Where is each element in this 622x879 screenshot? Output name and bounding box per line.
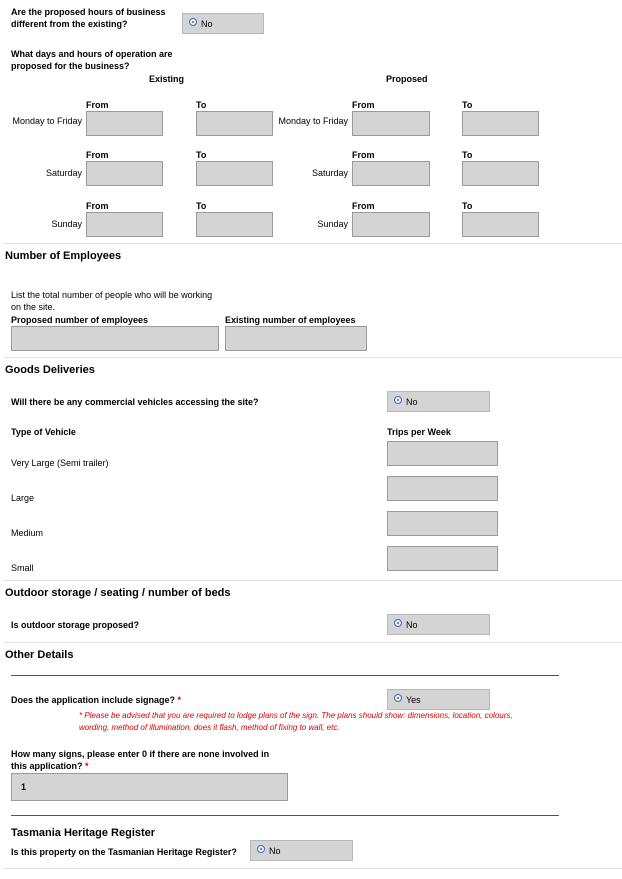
existing-from-label: From (86, 100, 109, 110)
signs-count-question (11, 748, 276, 772)
radio-selected-icon (394, 694, 402, 702)
proposed-heading: Proposed (386, 74, 428, 84)
proposed-monday-friday-from-input[interactable] (352, 111, 430, 136)
section-divider (4, 642, 622, 643)
proposed-monday-friday-to-input[interactable] (462, 111, 539, 136)
trips-very-large-input[interactable] (387, 441, 498, 466)
proposed-employees-input[interactable] (11, 326, 219, 351)
commercial-vehicles-question: Will there be any commercial vehicles accessing the site? (11, 397, 259, 407)
radio-selected-icon (189, 18, 197, 26)
day-label-monday-friday: Monday to Friday (12, 116, 82, 126)
vehicle-label-medium: Medium (11, 528, 44, 538)
signs-count-input[interactable]: 1 (11, 773, 288, 801)
heritage-heading: Tasmania Heritage Register (11, 827, 156, 839)
proposed-from-label: From (352, 100, 375, 110)
trips-per-week-header: Trips per Week (387, 427, 451, 437)
trips-large-input[interactable] (387, 476, 498, 501)
proposed-saturday-from-input[interactable] (352, 161, 430, 186)
radio-selected-icon (257, 845, 265, 853)
existing-to-label: To (196, 150, 207, 160)
day-label-saturday: Saturday (311, 168, 348, 178)
day-label-sunday: Sunday (51, 219, 82, 229)
section-divider (4, 243, 622, 244)
proposed-from-label: From (352, 150, 375, 160)
employees-instruction: List the total number of people who will be working on the site. (11, 290, 213, 312)
commercial-vehicles-answer: No (406, 397, 418, 407)
trips-medium-input[interactable] (387, 511, 498, 536)
outdoor-heading: Outdoor storage / seating / number of beds (5, 587, 231, 599)
vehicle-label-small: Small (11, 563, 34, 573)
radio-selected-icon (394, 619, 402, 627)
heritage-answer: No (269, 846, 281, 856)
proposed-from-label: From (352, 201, 375, 211)
employees-heading: Number of Employees (5, 250, 122, 262)
existing-employees-label: Existing number of employees (225, 315, 356, 325)
section-divider (4, 357, 622, 358)
proposed-to-label: To (462, 150, 473, 160)
vehicle-label-very-large: Very Large (Semi trailer) (11, 458, 109, 468)
vehicle-label-large: Large (11, 493, 35, 503)
existing-from-label: From (86, 150, 109, 160)
proposed-saturday-to-input[interactable] (462, 161, 539, 186)
existing-to-label: To (196, 100, 207, 110)
hours-different-radio[interactable] (182, 13, 264, 34)
signage-question-text: Does the application include signage? (11, 695, 176, 705)
hours-different-answer: No (201, 19, 213, 29)
other-details-heading: Other Details (5, 649, 74, 661)
required-marker: * (85, 761, 89, 771)
deliveries-heading: Goods Deliveries (5, 364, 95, 376)
signage-note: * Please be advised that you are required to lodge plans of the sign. The plans should show: dimensions, location, colours, wording, method of illumination, does it flash, method of fixing to wall, etc. (79, 711, 513, 732)
proposed-to-label: To (462, 100, 473, 110)
existing-saturday-from-input[interactable] (86, 161, 163, 186)
vehicle-type-header: Type of Vehicle (11, 427, 76, 437)
existing-sunday-from-input[interactable] (86, 212, 163, 237)
day-label-monday-friday: Monday to Friday (278, 116, 348, 126)
signs-count-question-text: How many signs, please enter 0 if there are none involved in this application? (11, 749, 270, 771)
horizontal-rule (11, 675, 559, 676)
existing-heading: Existing (149, 74, 185, 84)
existing-monday-friday-from-input[interactable] (86, 111, 163, 136)
existing-monday-friday-to-input[interactable] (196, 111, 273, 136)
signage-question (11, 694, 181, 706)
existing-employees-input[interactable] (225, 326, 367, 351)
existing-from-label: From (86, 201, 109, 211)
day-label-sunday: Sunday (317, 219, 348, 229)
hours-different-question: Are the proposed hours of business different from the existing? (11, 7, 166, 29)
heritage-question: Is this property on the Tasmanian Heritage Register? (11, 847, 237, 857)
existing-to-label: To (196, 201, 207, 211)
outdoor-storage-question: Is outdoor storage proposed? (11, 620, 140, 630)
trips-small-input[interactable] (387, 546, 498, 571)
day-label-saturday: Saturday (45, 168, 82, 178)
radio-selected-icon (394, 396, 402, 404)
signage-answer: Yes (406, 695, 421, 705)
signage-radio[interactable] (387, 689, 490, 710)
outdoor-storage-radio[interactable] (387, 614, 490, 635)
section-divider (4, 580, 622, 581)
proposed-employees-label: Proposed number of employees (11, 315, 149, 325)
section-divider (4, 868, 622, 869)
proposed-to-label: To (462, 201, 473, 211)
outdoor-storage-answer: No (406, 620, 418, 630)
required-marker: * (177, 695, 182, 705)
commercial-vehicles-radio[interactable] (387, 391, 490, 412)
existing-saturday-to-input[interactable] (196, 161, 273, 186)
days-hours-question: What days and hours of operation are proposed for the business? (11, 49, 173, 71)
proposed-sunday-to-input[interactable] (462, 212, 539, 237)
proposed-sunday-from-input[interactable] (352, 212, 430, 237)
horizontal-rule (11, 815, 559, 816)
heritage-radio[interactable] (250, 840, 353, 861)
existing-sunday-to-input[interactable] (196, 212, 273, 237)
